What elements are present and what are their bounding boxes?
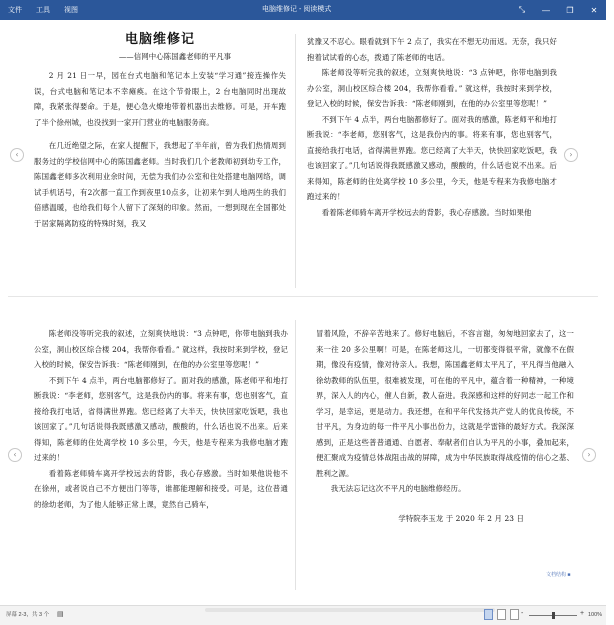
paragraph: 我无法忘记这次不平凡的电脑维修经历。 xyxy=(330,484,466,493)
chevron-right-icon: › xyxy=(587,450,591,459)
title-bar xyxy=(0,0,606,20)
view-mode-switcher xyxy=(484,609,519,620)
paragraph: 2 月 21 日一早，园在台式电脑和笔记本上安装“学习通”接连操作失误，台式电脑和笔记本不幸瘫痪。在这个节骨眼上，2 台电脑同时出现故障，我紧张得要命。于是，便心急火燎地带着机器出去维修。可是，开车跑了半个徐州城，也没找到一家开门营业的电脑服务商。 xyxy=(34,71,286,127)
prev-page-button[interactable] xyxy=(10,148,24,162)
paragraph: 冒着风险，不辞辛苦地来了。修好电脑后，不容言谢，匆匆地回家去了，这一来一往 20 多公里啊！可是，在陈老师这儿，一切都变得很平常，就像不在假期，像没有疫情，像对待亲人。我想，陈国鑫老师太平凡了，平凡得当他融入徐幼教师的队伍里，很难被发现，可在他的平凡中，蕴含着一种精神，一种境界，深入人的内心，催人自新，教人奋进。我深感和这样的好同志一起工作和学习，是幸运，更是动力。我还想，在和平年代发扬共产党人的优良传统，不甘平凡，为身边的每一件平凡小事出份力，这就是学雷锋的最好方式。我深深感到，正是这些普普通通、自愿者、奉献者们自认为平凡的小事，叠加起来，便汇聚成为疫情总体战阻击战的屏障，成为中华民族取得战疫情的信心之基、胜利之源。 xyxy=(316,329,574,478)
document-icon: ▤ xyxy=(57,611,64,618)
menu-bar xyxy=(8,0,78,20)
paragraph: 不到下午 4 点半，两台电脑都修好了。面对我的感激，陈老师平和地打断我说：“李老师，您别客气，这是我份内的事。将来有事，您也别客气，直接给我打电话，省得满世界跑。您已经离了大半天，快快回家吃饭吧，我也该回家了。”几句话说得我既感激又感动，酸酸的，什么话也说不出来。后来得知，陈老师的住处离学校 10 多公里，今天，他是专程来为我修电脑才跑过来的！ xyxy=(34,375,288,462)
page-divider xyxy=(295,34,296,288)
paragraph: 看着陈老师骑车离开学校远去的背影，我心存感激。当时如果他说他不在徐州，或者说自己不方便出门等等，谁都能理解和接受。可是，这位普通的徐幼老师，为了他人能够正常上课，竟然自己骑车， xyxy=(34,468,288,509)
article-subtitle: ——信网中心陈国鑫老师的平凡事 xyxy=(118,52,232,61)
window-title: 电脑维修记 - 阅读模式 xyxy=(262,6,332,13)
page-1 xyxy=(34,20,286,231)
web-layout-icon[interactable] xyxy=(510,609,519,620)
paragraph: 不到下午 4 点半，两台电脑都修好了。面对我的感激，陈老师平和地打断我说：“李老师，您别客气，这是我份内的事。将来有事，您也别客气，直接给我打电话，省得满世界跑。您已经离了大半天，快快回家吃饭吧，我也该回家了。”几句话说得我既感激又感动，酸酸的，什么话也说不出来。后来得知，陈老师的住处离学校 10 多公里，今天，他是专程来为我修电脑才跑过来的！ xyxy=(307,114,557,201)
prev-page-button[interactable] xyxy=(8,448,22,462)
page-3 xyxy=(34,326,288,512)
chevron-left-icon: ‹ xyxy=(13,450,17,459)
page-4 xyxy=(316,326,574,526)
page-2 xyxy=(307,34,557,220)
menu-view[interactable]: 视图 xyxy=(64,7,78,14)
next-page-button[interactable] xyxy=(564,148,578,162)
page-count: 屏幕 2-3，共 3 个 xyxy=(6,612,50,618)
read-mode-icon[interactable] xyxy=(484,609,493,620)
document-structure-link[interactable]: 文档结构 ■ xyxy=(546,572,571,578)
next-page-button[interactable] xyxy=(582,448,596,462)
zoom-level[interactable]: 100% xyxy=(588,612,603,618)
chevron-right-icon: › xyxy=(569,150,573,159)
restore-icon[interactable]: ❐ xyxy=(566,5,574,15)
horizontal-scrollbar[interactable] xyxy=(205,608,495,612)
chevron-left-icon: ‹ xyxy=(15,150,19,159)
author-signature: 学特院李玉龙 于 2020 年 2 月 23 日 xyxy=(398,513,524,523)
print-layout-icon[interactable] xyxy=(497,609,506,620)
zoom-slider-thumb[interactable] xyxy=(552,612,555,619)
zoom-in-button[interactable]: + xyxy=(580,610,585,617)
paragraph: 陈老师没等听完我的叙述，立刻爽快地说：“3 点钟吧，你带电脑到我办公室，洞山校区综合楼 204，我帮你看看。” 就这样，我按时来到学校，登记入校的时候，保安告诉我：“陈老师刚到，在他的办公室里等您呢！” xyxy=(34,329,288,369)
page-divider xyxy=(295,320,296,590)
paragraph: 在几近绝望之际，在家人提醒下，我想起了半年前，曾为我们热情周到服务过的学校信网中心的陈国鑫老师。当时我们几个老教师初到幼专工作，陈国鑫老师多次利用业余时间，无偿为我们办公室和住处搭建电脑网络，调试手机话号，有2次都一直工作到夜里10点多，让初来乍到人地两生的我们倍感温暖，也给我们每个人留下了深刻的印象。然而，一想到现在全国都处于居家隔离防疫的特殊时刻，我又 xyxy=(34,141,286,228)
window-controls xyxy=(510,0,606,20)
zoom-out-button[interactable]: - xyxy=(521,610,524,617)
close-icon[interactable]: ✕ xyxy=(590,5,598,15)
menu-file[interactable]: 文件 xyxy=(8,7,22,14)
article-title: 电脑维修记 xyxy=(124,32,195,47)
paragraph: 犹豫又不忍心。眼看就到下午 2 点了，我实在不想无功而返。无奈，我只好抱着试试看的心态，拨通了陈老师的电话。 xyxy=(307,37,557,62)
fullscreen-icon[interactable]: ⤡ xyxy=(518,5,526,14)
status-bar xyxy=(0,605,606,625)
menu-tools[interactable]: 工具 xyxy=(36,7,50,14)
spread-divider xyxy=(8,296,598,297)
reading-area xyxy=(0,20,606,605)
paragraph: 陈老师没等听完我的叙述，立刻爽快地说：“3 点钟吧，你带电脑到我办公室，洞山校区综合楼 204，我帮你看看。” 就这样，我按时来到学校，登记入校的时候，保安告诉我：“陈老师刚到，在他的办公室里等您呢！” xyxy=(307,68,557,108)
minimize-icon[interactable]: — xyxy=(542,5,550,15)
paragraph: 看着陈老师骑车离开学校远去的背影，我心存感激。当时如果他 xyxy=(321,207,532,217)
